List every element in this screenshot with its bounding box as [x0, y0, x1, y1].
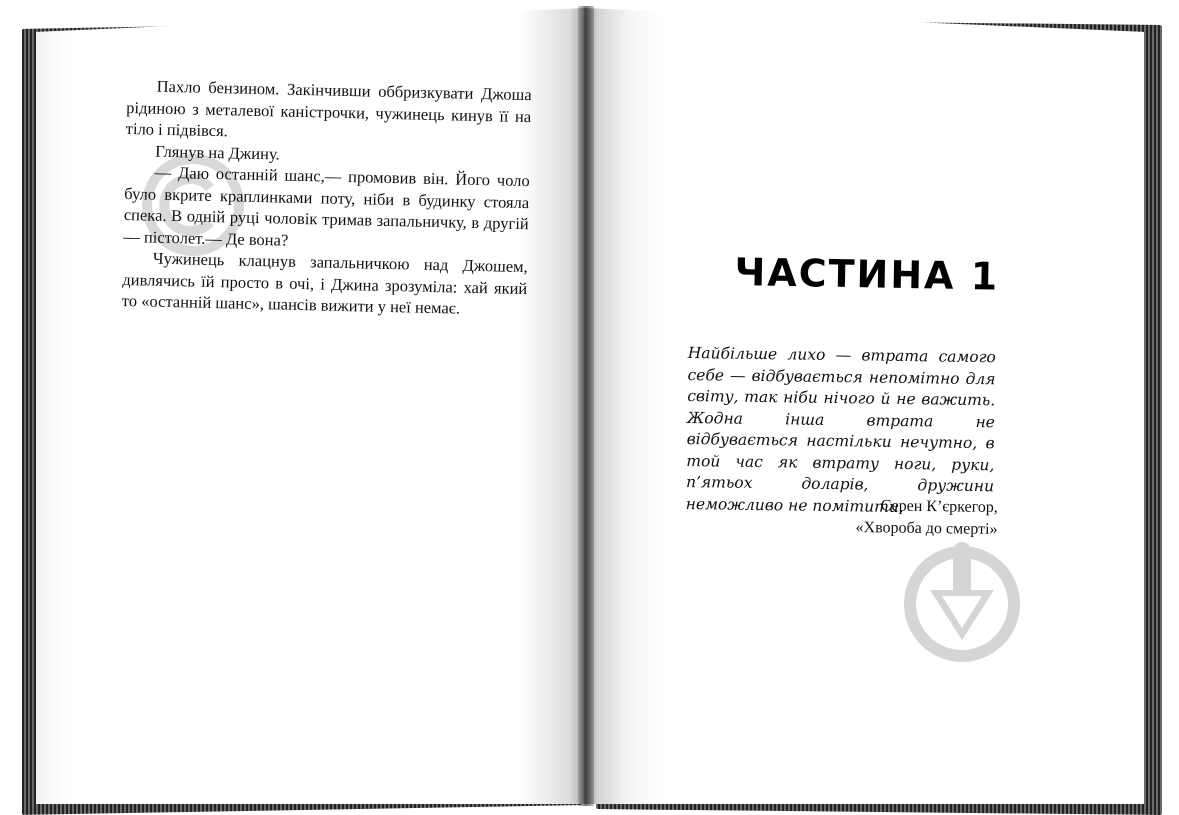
left-page-text	[122, 75, 532, 321]
epigraph-attribution	[779, 494, 998, 541]
chapter-title: ЧАСТИНА 1	[734, 250, 1000, 299]
paragraph: — Даю останній шанс,— промовив він. Його чоло було вкрите краплинками поту, ніби в будинку стояла спека. В одній руці чоловік тримав запальничку, в другій — пістолет.— Де вона?	[123, 162, 530, 250]
attribution-author: Серен К’єркегор,	[880, 497, 998, 517]
book-spine	[578, 6, 594, 806]
epigraph: Найбільше лихо — втрата самого себе — відбувається непомітно для світу, так ніби нічого й не важить. Жодна інша втрата не відбувається настільки нечутно, в той час як втрату ноги, руки, п’ятьох доларів, дружини неможливо не помітити.	[685, 343, 996, 516]
paragraph: Чужинець клацнув запальничкою над Джошем, дивлячись їй просто в очі, і Джина зрозуміла: хай який то «останній шанс», шансів вижити у неї немає.	[121, 248, 528, 318]
download-arrow-circle-icon	[900, 538, 1024, 662]
attribution-work: «Хвороба до смерті»	[855, 519, 998, 539]
paragraph: Глянув на Джину.	[155, 141, 280, 163]
paragraph: Пахло бензином. Закінчивши оббризкувати Джоша рідиною з металевої каністрочки, чужинець кинув її на тіло і підвівся.	[125, 76, 532, 141]
